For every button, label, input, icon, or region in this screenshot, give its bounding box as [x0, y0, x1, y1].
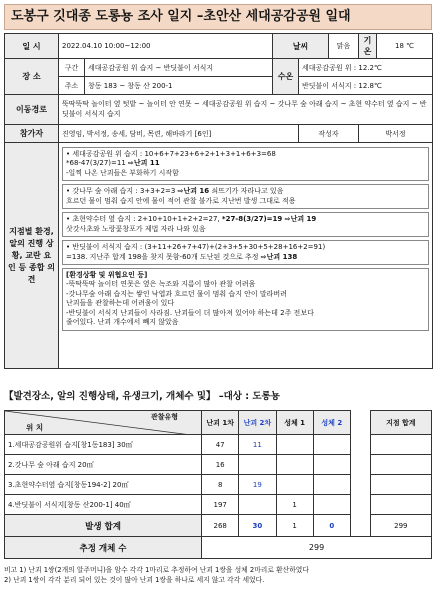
- threat-line-3: 난괴들을 관찰하는데 어려움이 있다: [66, 299, 175, 308]
- site-2-remark: 쇠뜨기가 자라나고 있음: [209, 187, 284, 196]
- row-2-adult-1: [276, 455, 313, 475]
- header-egg-2: 난괴 2차: [239, 411, 276, 435]
- site-3-line-1: 초현약수터 옆 습지 : 2+10+10+1+2+2=27,: [72, 215, 222, 224]
- table-row: [5, 475, 432, 495]
- row-3-egg-2: 19: [239, 475, 276, 495]
- site-2-result: ⇨난괴 16: [177, 187, 210, 196]
- row-1-location: 1.세대공감공원위 습지[창1동183] 30㎡: [5, 435, 202, 455]
- site-1-result: ⇨난괴 11: [128, 159, 160, 168]
- header-adult-1: 성체 1: [276, 411, 313, 435]
- site-2-line-1: 갓나무 숲 아래 습지 : 3+3+2=3: [72, 187, 178, 196]
- spacer-cell: [350, 515, 370, 537]
- survey-info-table: [4, 33, 433, 369]
- section-2-title: 【발견장소, 알의 진행상태, 유생크기, 개체수 및】 –대상 : 도롱뇽: [4, 391, 280, 402]
- water-temp-label: 수온: [273, 59, 299, 95]
- total-label: 발생 합계: [5, 515, 202, 537]
- detail-content: [59, 143, 433, 369]
- table-row: [5, 495, 432, 515]
- writer-label: 작성자: [299, 125, 359, 143]
- row-1-sum: [370, 435, 431, 455]
- threat-heading: [환경상황 및 위협요인 등]: [66, 270, 148, 279]
- row-3-adult-1: [276, 475, 313, 495]
- row-4-egg-1: 197: [202, 495, 239, 515]
- route-value: 뚝딱뚝딱 놀이터 옆 텃밭 ~ 놀이터 안 연못 ~ 세대공감공원 위 습지 ~ 갓나무 숲 아래 습지 ~ 초현 약수터 옆 습지 ~ 반딧불이 서식지 습지: [59, 95, 433, 125]
- date-value: 2022.04.10 10:00~12:00: [59, 34, 273, 59]
- date-label: 일 시: [5, 34, 59, 59]
- spacer-cell: [350, 495, 370, 515]
- row-2-egg-1: 16: [202, 455, 239, 475]
- header-site-total: 지점 합계: [370, 411, 431, 435]
- water-temp-1: 세대공감공원 위 : 12.2℃: [299, 59, 433, 77]
- site-4-line-2: =138. 지난주 합계 198을 찾지 못함-60개 도난된 것으로 추정: [66, 252, 261, 261]
- row-4-adult-2: [313, 495, 350, 515]
- site-1-note: • 세대공감공원 위 습지 : 10+6+7+23+6+2+1+3+1+6+3=68 *68-47(3/27)=11 ⇨난괴 11 -일찍 나온 난괴들은 부화하기 시작함: [62, 147, 429, 181]
- total-row: [5, 515, 432, 537]
- detail-label: 지점별 환경, 알의 진행 상황, 교란 요인 등 종합 의견: [5, 143, 59, 369]
- site-2-line-2: 흐르던 물이 멈춰 습지 안에 물이 적어 관찰 불가로 지난번 발생 그대로 적용: [66, 196, 296, 205]
- row-1-egg-1: 47: [202, 435, 239, 455]
- corner-top-label: 관찰유형: [151, 413, 179, 421]
- site-1-line-2: *68-47(3/27)=11: [66, 159, 126, 168]
- row-1-adult-2: [313, 435, 350, 455]
- water-temp-2: 반딧불이 서식지 : 12.8℃: [299, 77, 433, 95]
- site-3-result: ⇨난괴 19: [282, 215, 317, 224]
- threat-line-2: -갓나무숲 아래 습지는 쌓인 낙엽과 흐르던 물이 멈춰 습지 안이 말라버려: [66, 289, 287, 298]
- estimate-value: 299: [202, 537, 432, 559]
- temp-label: 기온: [359, 34, 377, 59]
- total-adult-2: 0: [313, 515, 350, 537]
- writer-value: 박서정: [359, 125, 433, 143]
- total-egg-1: 268: [202, 515, 239, 537]
- row-3-location: 3.초현약수터옆 습지[창동194-2] 20㎡: [5, 475, 202, 495]
- threat-line-4: -반딧불이 서식지 난괴들이 사라짐. 난괴들이 더 많아져 있어야 하는데 2주 전보다: [66, 308, 314, 317]
- spacer-cell: [350, 411, 370, 435]
- site-3-calc: *27-8(3/27)=19: [221, 215, 283, 224]
- site-4-line-1: 반딧불이 서식지 습지 : (3+11+26+7+47)+(2+3+5+30+5+28+16+2=91): [72, 243, 326, 252]
- table-row: [5, 435, 432, 455]
- row-3-sum: [370, 475, 431, 495]
- row-2-location: 2.갓나무 숲 아래 습지 20㎡: [5, 455, 202, 475]
- header-adult-2: 성체 2: [313, 411, 350, 435]
- row-3-egg-1: 8: [202, 475, 239, 495]
- header-egg-1: 난괴 1차: [202, 411, 239, 435]
- participants-label: 참가자: [5, 125, 59, 143]
- row-3-adult-2: [313, 475, 350, 495]
- weather-label: 날씨: [273, 34, 329, 59]
- spacer-cell: [350, 435, 370, 455]
- total-adult-1: 1: [276, 515, 313, 537]
- row-2-egg-2: [239, 455, 276, 475]
- row-4-egg-2: [239, 495, 276, 515]
- threat-line-1: -뚝딱뚝딱 놀이터 연못은 옆은 녹조와 지름이 많아 관찰 어려움: [66, 280, 256, 289]
- row-2-adult-2: [313, 455, 350, 475]
- corner-bottom-label: 위 치: [26, 423, 44, 432]
- site-3-note: • 초현약수터 옆 습지 : 2+10+10+1+2+2=27, *27-8(3/27)=19 ⇨난괴 19 삿갓사초와 노랑꽃창포가 제법 자라 나와 있음: [62, 212, 429, 237]
- row-1-adult-1: [276, 435, 313, 455]
- row-1-egg-2: 11: [239, 435, 276, 455]
- section-value: 세대공감공원 위 습지 ~ 반딧불이 서식지: [85, 59, 273, 77]
- section-label: 구간: [59, 59, 85, 77]
- address-label: 주소: [59, 77, 85, 95]
- count-table: [4, 410, 432, 559]
- route-label: 이동경로: [5, 95, 59, 125]
- total-sum: 299: [370, 515, 431, 537]
- page-title: 도봉구 깃대종 도롱뇽 조사 일지 –초안산 세대공감공원 일대: [4, 4, 432, 30]
- site-4-note: • 반딧불이 서식지 습지 : (3+11+26+7+47)+(2+3+5+30+5+28+16+2=91) =138. 지난주 합계 198을 찾지 못함-60개 도난된 것으로 추정 ⇨난괴 138: [62, 240, 429, 265]
- site-2-note: • 갓나무 숲 아래 습지 : 3+3+2=3 ⇨난괴 16 쇠뜨기가 자라나고 있음 흐르던 물이 멈춰 습지 안에 물이 적어 관찰 불가로 지난번 발생 그대로 적용: [62, 184, 429, 209]
- estimate-row: [5, 537, 432, 559]
- spacer-cell: [350, 455, 370, 475]
- notes: [4, 566, 432, 586]
- temp-value: 18 ℃: [377, 34, 433, 59]
- row-4-adult-1: 1: [276, 495, 313, 515]
- threat-line-5: 줄어있다. 난괴 개수에서 빼지 않았음: [66, 318, 179, 327]
- participants-value: 진영임, 박서정, 송세, 담비, 목련, 해바라기 [6인]: [59, 125, 299, 143]
- place-label: 장 소: [5, 59, 59, 95]
- row-2-sum: [370, 455, 431, 475]
- note-line-1: 비고 1) 난괴 1쌍(2개의 알주머니)을 암수 각각 1마리로 추정하여 난괴 1쌍을 성체 2마리로 환산하였다: [4, 566, 309, 574]
- address-value: 창동 183 ~ 창동 산 200-1: [85, 77, 273, 95]
- site-3-line-2: 삿갓사초와 노랑꽃창포가 제법 자라 나와 있음: [66, 224, 206, 233]
- threat-note: [62, 268, 429, 331]
- note-line-2: 2) 난괴 1쌍이 각각 분리 되어 있는 것이 많아 난괴 1쌍을 하나로 세지 않고 각각 세었다.: [4, 575, 265, 584]
- estimate-label: 추정 개체 수: [5, 537, 202, 559]
- table-row: [5, 455, 432, 475]
- spacer-cell: [350, 475, 370, 495]
- site-4-result: ⇨난괴 138: [260, 252, 298, 261]
- row-4-location: 4.반딧불이 서식지[창동 산200-1] 40㎡: [5, 495, 202, 515]
- table-corner: [5, 411, 202, 435]
- weather-value: 맑음: [329, 34, 359, 59]
- row-4-sum: [370, 495, 431, 515]
- site-1-line-3: -일찍 나온 난괴들은 부화하기 시작함: [66, 168, 179, 177]
- total-egg-2: 30: [239, 515, 276, 537]
- site-1-line-1: 세대공감공원 위 습지 : 10+6+7+23+6+2+1+3+1+6+3=68: [72, 150, 276, 158]
